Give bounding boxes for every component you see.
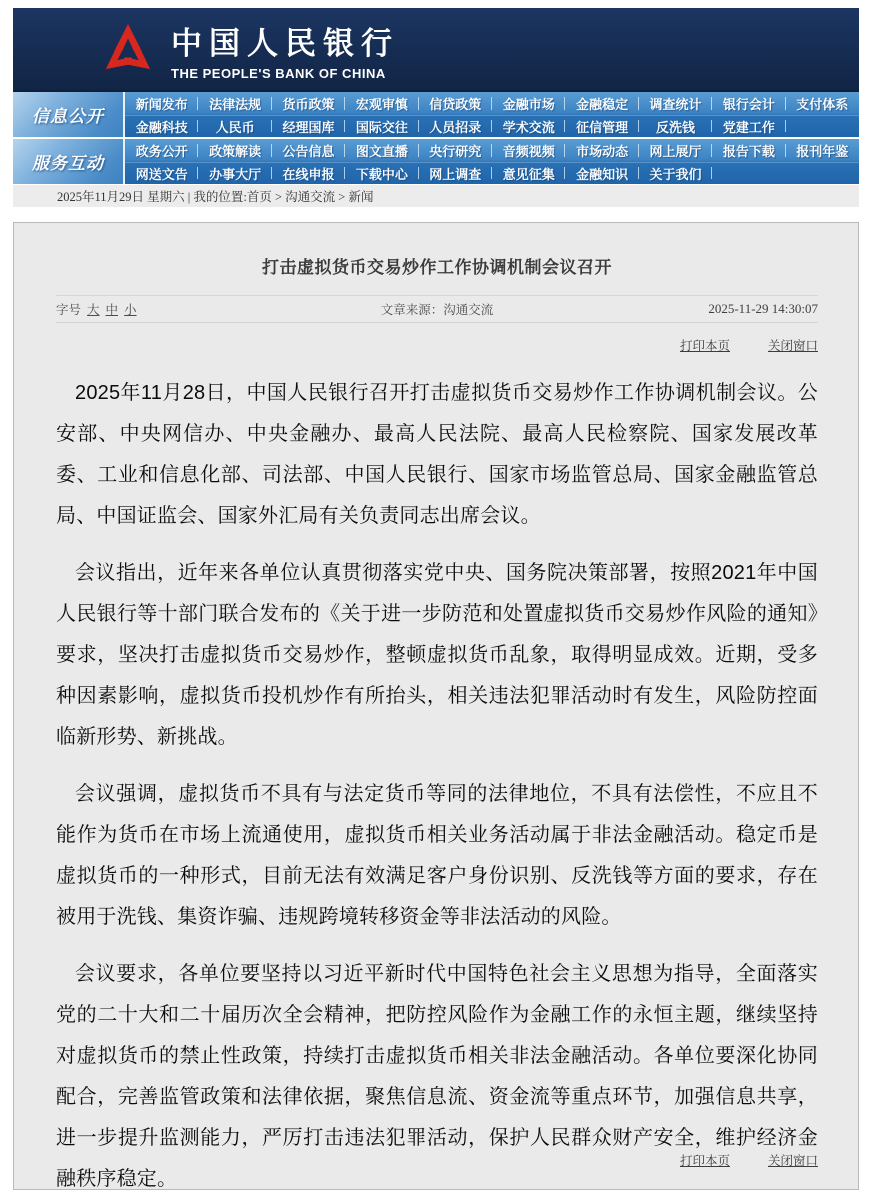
nav-item[interactable]: 音频视频 — [502, 143, 555, 159]
nav-cell — [125, 115, 198, 138]
nav-item[interactable]: 公告信息 — [282, 143, 335, 159]
nav-cell — [639, 92, 712, 115]
nav-item[interactable]: 报刊年鉴 — [796, 143, 849, 159]
article-paragraph: 2025年11月28日，中国人民银行召开打击虚拟货币交易炒作工作协调机制会议。公安部、中央网信办、中央金融办、最高人民法院、最高人民检察院、国家发展改革委、工业和信息化部、司法部、中国人民银行、国家市场监管总局、国家金融监管总局、中国证监会、国家外汇局有关负责同志出席会议。 — [56, 382, 818, 527]
nav-item[interactable]: 反洗钱 — [655, 119, 695, 135]
nav-item[interactable]: 法律法规 — [209, 96, 262, 112]
nav-cell — [786, 92, 859, 115]
print-page-link[interactable]: 打印本页 — [679, 1154, 730, 1168]
nav-cell — [125, 162, 198, 185]
font-size-small-link[interactable]: 小 — [124, 303, 137, 317]
nav-item[interactable]: 银行会计 — [722, 96, 775, 112]
nav-cell — [786, 139, 859, 162]
nav-item[interactable]: 征信管理 — [576, 119, 629, 135]
nav-cell — [492, 139, 565, 162]
nav-cell — [198, 162, 271, 185]
nav-item[interactable]: 图文直播 — [355, 143, 408, 159]
site-header — [13, 8, 859, 90]
nav-item[interactable]: 经理国库 — [282, 119, 335, 135]
font-size-medium-link[interactable]: 中 — [105, 303, 119, 317]
nav-cell — [565, 92, 638, 115]
nav-item[interactable]: 央行研究 — [429, 143, 482, 159]
nav-cell — [639, 139, 712, 162]
nav-cell — [198, 139, 271, 162]
brand-name-cn: 中国人民银行 — [171, 25, 399, 61]
nav-cell — [272, 162, 345, 185]
nav-cell — [125, 139, 198, 162]
article-paragraph: 会议要求，各单位要坚持以习近平新时代中国特色社会主义思想为指导，全面落实党的二十大和二十届历次全会精神，把防控风险作为金融工作的永恒主题，继续坚持对虚拟货币的禁止性政策，持续打击虚拟货币相关非法金融活动。各单位要深化协同配合，完善监管政策和法律依据，聚焦信息流、资金流等重点环节，加强信息共享，进一步提升监测能力，严厉打击违法犯罪活动，保护人民群众财产安全，维护经济金融秩序稳定。 — [56, 963, 818, 1190]
article-paragraph: 会议强调，虚拟货币不具有与法定货币等同的法律地位，不具有法偿性，不应且不能作为货币在市场上流通使用，虚拟货币相关业务活动属于非法金融活动。稳定币是虚拟货币的一种形式，目前无法有效满足客户身份识别、反洗钱等方面的要求，存在被用于洗钱、集资诈骗、违规跨境转移资金等非法活动的风险。 — [56, 783, 818, 928]
nav-item[interactable]: 政务公开 — [135, 143, 188, 159]
close-window-link[interactable]: 关闭窗口 — [767, 1154, 818, 1168]
nav-item[interactable]: 关于我们 — [649, 166, 702, 182]
font-size-large-link[interactable]: 大 — [87, 303, 100, 317]
nav-cell — [345, 162, 418, 185]
nav-cell — [712, 139, 785, 162]
nav-item[interactable]: 支付体系 — [796, 96, 849, 112]
nav-item[interactable]: 货币政策 — [282, 96, 335, 112]
brand-name-en: THE PEOPLE'S BANK OF CHINA — [171, 65, 386, 81]
nav-item[interactable]: 在线申报 — [282, 166, 335, 182]
nav-item[interactable]: 宏观审慎 — [355, 96, 408, 112]
nav-cell — [639, 162, 712, 185]
nav-links-grid — [125, 139, 859, 184]
nav-cell — [272, 139, 345, 162]
nav-cell — [712, 162, 785, 185]
nav-tab-label: 服务互动 — [32, 154, 104, 173]
main-nav — [13, 90, 859, 184]
nav-cell — [565, 115, 638, 138]
nav-cell — [712, 115, 785, 138]
nav-tab[interactable] — [13, 92, 125, 137]
nav-item[interactable]: 金融科技 — [135, 119, 188, 135]
nav-item[interactable]: 报告下载 — [722, 143, 775, 159]
nav-cell — [712, 92, 785, 115]
nav-item[interactable]: 网送文告 — [135, 166, 188, 182]
page-frame — [13, 8, 859, 1190]
nav-cell — [419, 92, 492, 115]
pboc-logo-icon — [99, 20, 157, 78]
nav-item[interactable]: 人民币 — [215, 119, 255, 135]
nav-item[interactable]: 金融稳定 — [576, 96, 629, 112]
nav-cell — [786, 162, 859, 185]
nav-cell — [198, 115, 271, 138]
nav-item[interactable]: 信贷政策 — [429, 96, 482, 112]
nav-item[interactable]: 金融市场 — [502, 96, 555, 112]
nav-item[interactable]: 新闻发布 — [135, 96, 188, 112]
nav-cell — [639, 115, 712, 138]
nav-item[interactable]: 网上展厅 — [649, 143, 702, 159]
brand-text — [171, 18, 399, 81]
nav-cell — [419, 115, 492, 138]
nav-cell — [345, 115, 418, 138]
close-window-link[interactable]: 关闭窗口 — [767, 339, 818, 353]
nav-cell — [492, 92, 565, 115]
nav-item[interactable]: 办事大厅 — [209, 166, 262, 182]
article-card — [13, 222, 859, 1190]
page-title: 打击虚拟货币交易炒作工作协调机制会议召开 — [262, 258, 612, 277]
nav-item[interactable]: 意见征集 — [502, 166, 555, 182]
article-actions-top — [56, 336, 818, 354]
nav-tab-label: 信息公开 — [32, 107, 104, 126]
nav-cell — [565, 139, 638, 162]
nav-cell — [492, 162, 565, 185]
nav-item[interactable]: 国际交往 — [355, 119, 408, 135]
nav-cell — [272, 115, 345, 138]
nav-item[interactable]: 市场动态 — [576, 143, 629, 159]
nav-cell — [345, 139, 418, 162]
nav-cell — [419, 162, 492, 185]
article-paragraph: 会议指出，近年来各单位认真贯彻落实党中央、国务院决策部署，按照2021年中国人民银行等十部门联合发布的《关于进一步防范和处置虚拟货币交易炒作风险的通知》要求，坚决打击虚拟货币交易炒作，整顿虚拟货币乱象，取得明显成效。近期，受多种因素影响，虚拟货币投机炒作有所抬头，相关违法犯罪活动时有发生，风险防控面临新形势、新挑战。 — [56, 562, 818, 748]
nav-cell — [272, 92, 345, 115]
article-datetime: 2025-11-29 14:30:07 — [708, 301, 818, 316]
nav-item[interactable]: 下载中心 — [355, 166, 408, 182]
article-actions-bottom — [680, 1151, 818, 1169]
article-source: 文章来源：沟通交流 — [380, 303, 494, 317]
nav-item[interactable]: 网上调查 — [429, 166, 482, 182]
nav-cell — [345, 92, 418, 115]
nav-cell — [125, 92, 198, 115]
font-size-controls — [56, 300, 310, 318]
nav-item[interactable]: 政策解读 — [209, 143, 262, 159]
nav-tab[interactable] — [13, 139, 125, 184]
print-page-link[interactable]: 打印本页 — [679, 339, 730, 353]
nav-group-0 — [13, 92, 859, 137]
font-size-label: 字号 — [56, 303, 82, 317]
article-meta-row — [56, 295, 818, 323]
breadcrumb[interactable]: 2025年11月29日 星期六 | 我的位置:首页 > 沟通交流 > 新闻 — [57, 190, 374, 204]
nav-item[interactable]: 学术交流 — [502, 119, 555, 135]
nav-group-1 — [13, 139, 859, 184]
nav-cell — [565, 162, 638, 185]
nav-cell — [419, 139, 492, 162]
site-logo[interactable] — [99, 18, 399, 81]
nav-cell — [786, 115, 859, 138]
article-body — [56, 373, 818, 1200]
nav-item[interactable]: 人员招录 — [429, 119, 482, 135]
nav-links-grid — [125, 92, 859, 137]
nav-cell — [198, 92, 271, 115]
nav-item[interactable]: 金融知识 — [576, 166, 629, 182]
nav-item[interactable]: 调查统计 — [649, 96, 702, 112]
nav-cell — [492, 115, 565, 138]
breadcrumb-bar — [13, 185, 859, 207]
nav-item[interactable]: 党建工作 — [722, 119, 775, 135]
